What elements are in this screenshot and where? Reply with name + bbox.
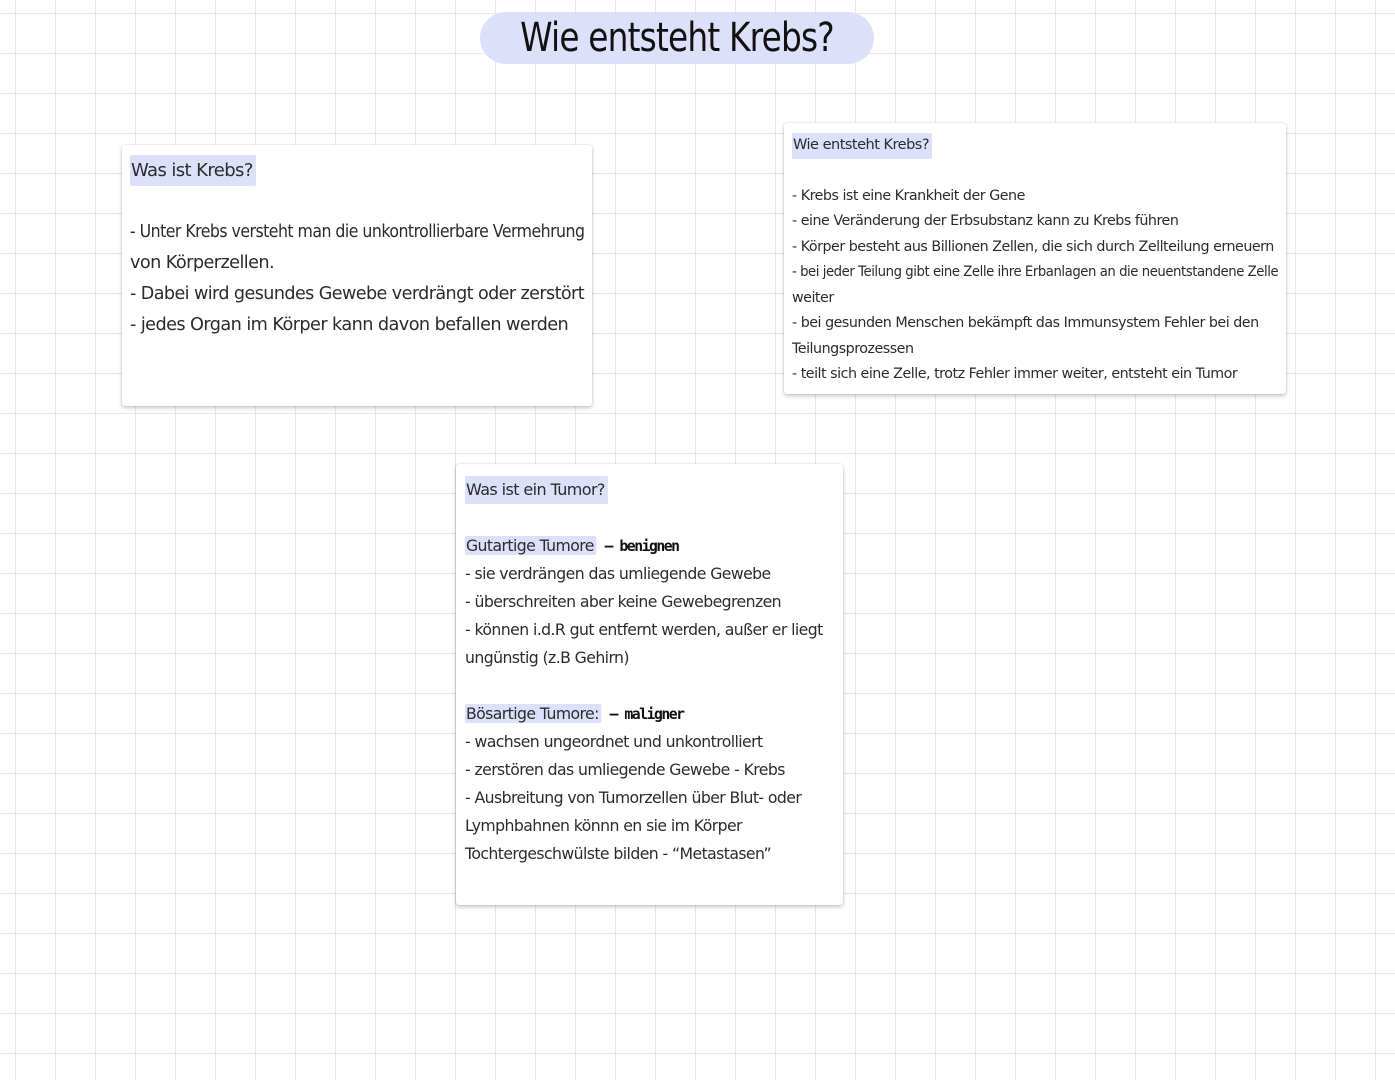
card-line: von Körperzellen.: [130, 252, 275, 273]
card-line: - sie verdrängen das umliegende Gewebe: [465, 564, 771, 583]
card-line: - teilt sich eine Zelle, trotz Fehler immer weiter, entsteht ein Tumor: [792, 366, 1238, 382]
card-line: - zerstören das umliegende Gewebe - Krebs: [465, 760, 785, 779]
card-heading: Was ist ein Tumor?: [465, 476, 608, 504]
card-line: - wachsen ungeordnet und unkontrolliert: [465, 732, 763, 751]
benign-header: [465, 532, 836, 560]
card-line: - Krebs ist eine Krankheit der Gene: [792, 187, 1025, 204]
card-line: - können i.d.R gut entfernt werden, außer er liegt: [465, 620, 823, 639]
card-heading: Was ist Krebs?: [130, 155, 256, 186]
note-card-wie-entsteht-krebs[interactable]: [784, 123, 1286, 394]
card-line: ungünstig (z.B Gehirn): [465, 648, 629, 667]
card-line: - Unter Krebs versteht man die unkontrollierbare Vermehrung: [130, 221, 585, 242]
page-title: Wie entsteht Krebs?: [520, 15, 834, 61]
card-line: - bei gesunden Menschen bekämpft das Immunsystem Fehler bei den: [792, 315, 1259, 331]
section-spacer: [465, 672, 843, 700]
card-line: weiter: [792, 289, 834, 306]
card-line: Tochtergeschwülste bilden - “Metastasen”: [465, 844, 772, 863]
card-line: - jedes Organ im Körper kann davon befallen werden: [130, 314, 569, 335]
card-line: - Ausbreitung von Tumorzellen über Blut- oder: [465, 788, 802, 807]
card-line: - Dabei wird gesundes Gewebe verdrängt oder zerstört: [130, 283, 585, 304]
card-line: - überschreiten aber keine Gewebegrenzen: [465, 592, 782, 611]
card-line: Teilungsprozessen: [792, 340, 914, 357]
malignant-handwritten-annotation: — maligner: [609, 705, 684, 723]
card-line: - eine Veränderung der Erbsubstanz kann zu Krebs führen: [792, 213, 1179, 229]
note-card-was-ist-ein-tumor[interactable]: [456, 464, 843, 905]
page-title-pill: [480, 12, 874, 64]
malignant-label: Bösartige Tumore:: [465, 704, 602, 723]
malignant-header: [465, 700, 836, 728]
note-card-was-ist-krebs[interactable]: [122, 145, 592, 406]
card-heading: Wie entsteht Krebs?: [792, 133, 932, 159]
benign-handwritten-annotation: — benignen: [604, 537, 679, 555]
card-line: - bei jeder Teilung gibt eine Zelle ihre Erbanlagen an die neuentstandene Zelle: [792, 264, 1279, 280]
card-line: Lymphbahnen könnn en sie im Körper: [465, 816, 742, 835]
benign-label: Gutartige Tumore: [465, 536, 597, 555]
card-line: - Körper besteht aus Billionen Zellen, die sich durch Zellteilung erneuern: [792, 238, 1274, 255]
